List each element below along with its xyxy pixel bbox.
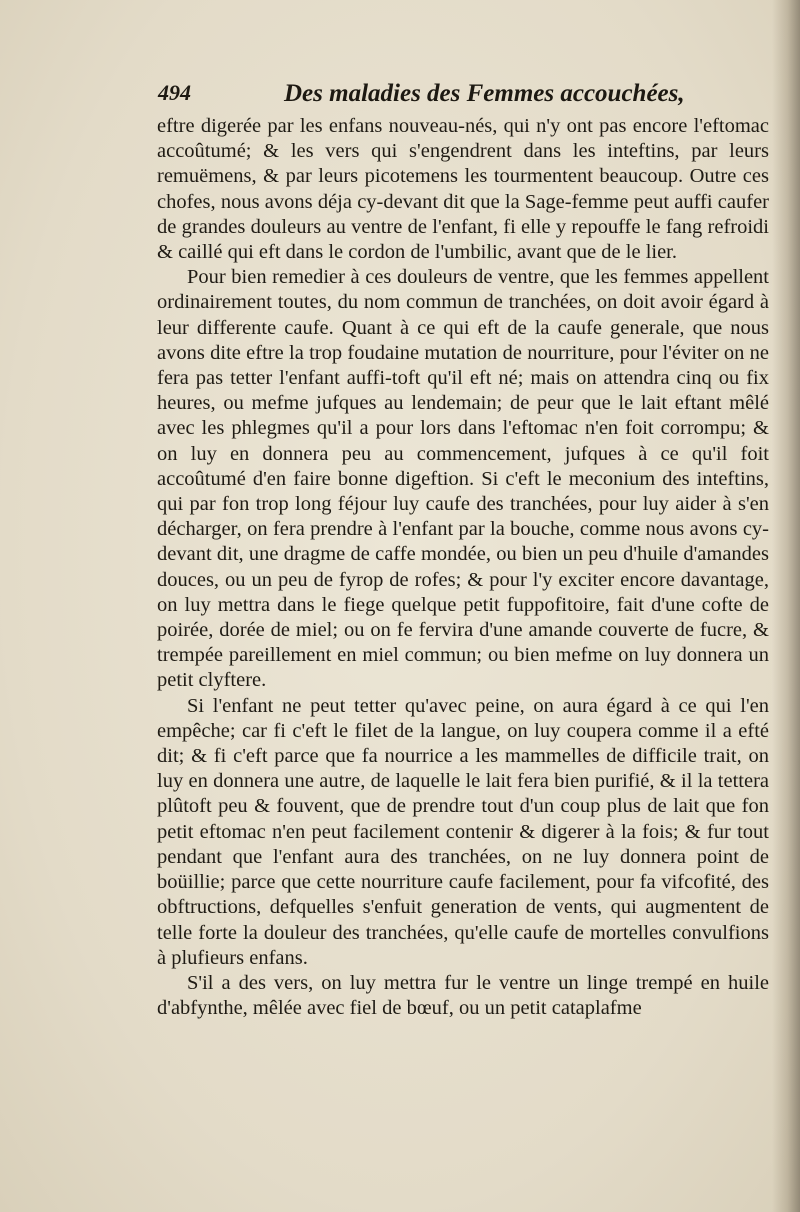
- paragraph-worms: S'il a des vers, on luy mettra fur le ventre un linge trempé en huile d'abfynthe, mêlée avec fiel de bœuf, ou un petit cataplafme: [157, 971, 769, 1020]
- paragraph-nursing: Si l'enfant ne peut tetter qu'avec peine, on aura égard à ce qui l'en empêche; car fi c'eft le filet de la langue, on luy coupera comme il a efté dit; & fi c'eft parce que fa nourrice a les mammelles de difficile trait, on luy en donnera une autre, de laquelle le lait fera bien purifié, & il la tettera plûtoft peu & fouvent, que de prendre tout d'un coup plus de lait que fon petit eftomac n'en peut facilement contenir & digerer à la fois; & fur tout pendant que l'enfant aura des tranchées, on ne luy donnera point de boüillie; parce que cette nourriture caufe facilement, pour fa vifcofité, des obftructions, defquelles s'enfuit generation de vents, qui augmentent de telle forte la douleur des tranchées, qu'elle caufe de mortelles convulfions à plufieurs enfans.: [157, 694, 769, 969]
- body-text: [157, 114, 769, 1021]
- paragraph-continuation: eftre digerée par les enfans nouveau-nés, qui n'y ont pas encore l'eftomac accoûtumé; & les vers qui s'engendrent dans les inteftins, par leurs remuëmens, & par leurs picotemens les tourmentent beaucoup. Outre ces chofes, nous avons déja cy-devant dit que la Sage-femme peut auffi caufer de grandes douleurs au ventre de l'enfant, fi elle y repouffe le fang refroidi & caillé qui eft dans le cordon de l'umbilic, avant que de le lier.: [157, 115, 769, 264]
- page-header: [158, 80, 685, 116]
- paragraph-remedies: Pour bien remedier à ces douleurs de ventre, que les femmes appellent ordinairement toutes, du nom commun de tranchées, on doit avoir égard à leur differente caufe. Quant à ce qui eft de la caufe generale, que nous avons dite eftre la trop foudaine mutation de nourriture, pour l'éviter on ne fera pas tetter l'enfant auffi-toft qu'il eft né; mais on attendra cinq ou fix heures, ou mefme jufques au lendemain; de peur que le lait eftant mêlé avec les phlegmes qu'il a pour lors dans l'eftomac n'en foit corrompu; & on luy en donnera peu au commencement, jufques à ce qu'il foit accoûtumé d'en faire bonne digeftion. Si c'eft le meconium des inteftins, qui par fon trop long féjour luy caufe des tranchées, pour luy aider à s'en décharger, on fera prendre à l'enfant par la bouche, comme nous avons cy-devant dit, une dragme de caffe mondée, ou bien un peu d'huile d'amandes douces, ou un peu de fyrop de rofes; & pour l'y exciter encore davantage, on luy mettra dans le fiege quelque petit fuppofitoire, fait d'une cofte de poirée, dorée de miel; ou on fe fervira d'une amande couverte de fucre, & trempée pareillement en miel commun; ou bien mefme on luy donnera un petit clyftere.: [157, 266, 769, 692]
- running-title: Des maladies des Femmes accouchées,: [284, 80, 685, 107]
- page-number: 494: [158, 80, 191, 105]
- page-edge-shadow: [772, 0, 800, 1212]
